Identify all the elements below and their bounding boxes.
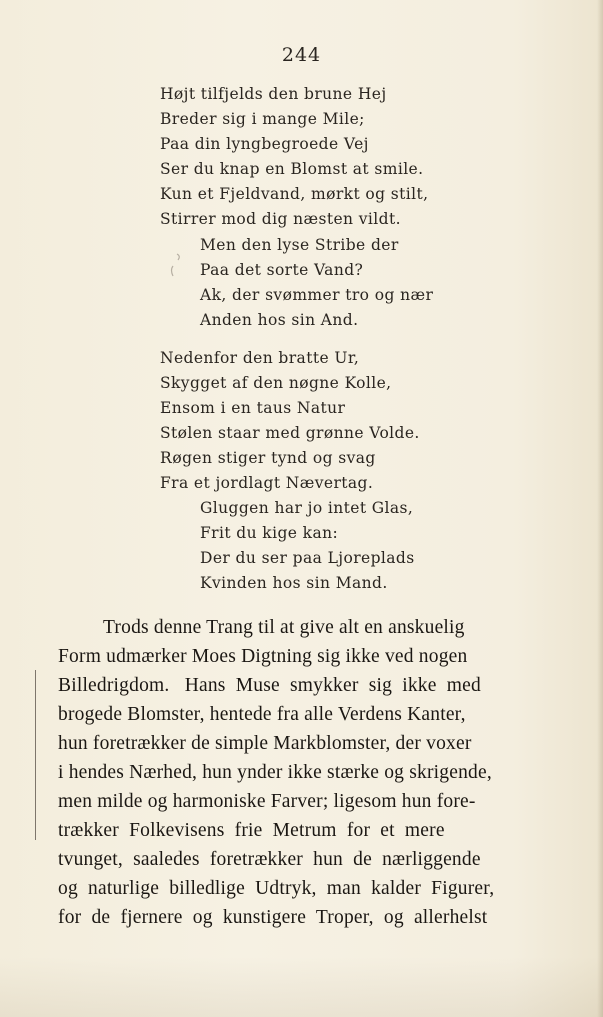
prose-line: tvunget, saaledes foretrækker hun de nærliggende bbox=[58, 849, 481, 870]
poem-line: Røgen stiger tynd og svag bbox=[160, 449, 376, 467]
page-bottom-shading bbox=[0, 957, 603, 1017]
prose-line: Trods denne Trang til at give alt en anskuelig bbox=[103, 617, 465, 638]
poem-line: Ak, der svømmer tro og nær bbox=[200, 286, 434, 304]
poem-line: Skygget af den nøgne Kolle, bbox=[160, 374, 392, 392]
poem-line: Kun et Fjeldvand, mørkt og stilt, bbox=[160, 185, 429, 203]
prose-line: trækker Folkevisens frie Metrum for et mere bbox=[58, 820, 445, 841]
poem-line: Ensom i en taus Natur bbox=[160, 399, 346, 417]
prose-line: brogede Blomster, hentede fra alle Verdens Kanter, bbox=[58, 704, 466, 725]
prose-line: Billedrigdom. Hans Muse smykker sig ikke med bbox=[58, 675, 481, 696]
poem-line: Gluggen har jo intet Glas, bbox=[200, 499, 414, 517]
poem-line: Fra et jordlagt Nævertag. bbox=[160, 474, 374, 492]
poem-line: Paa det sorte Vand? bbox=[200, 261, 364, 279]
prose-line: hun foretrækker de simple Markblomster, der voxer bbox=[58, 733, 472, 754]
poem-line: Anden hos sin And. bbox=[200, 311, 359, 329]
page-number: 244 bbox=[281, 44, 322, 66]
margin-pencil-line bbox=[35, 670, 36, 840]
poem-line: Men den lyse Stribe der bbox=[200, 236, 399, 254]
poem-line: Frit du kige kan: bbox=[200, 524, 339, 542]
poem-line: Der du ser paa Ljoreplads bbox=[200, 549, 415, 567]
poem-line: Stølen staar med grønne Volde. bbox=[160, 424, 420, 442]
poem-line: Nedenfor den bratte Ur, bbox=[160, 349, 360, 367]
prose-line: i hendes Nærhed, hun ynder ikke stærke og skrigende, bbox=[58, 762, 492, 783]
poem-line: Kvinden hos sin Mand. bbox=[200, 574, 388, 592]
page-right-edge bbox=[597, 0, 603, 1017]
poem-line: Højt tilfjelds den brune Hej bbox=[160, 85, 387, 103]
prose-line: for de fjernere og kunstigere Troper, og allerhelst bbox=[58, 907, 488, 928]
prose-line: og naturlige billedlige Udtryk, man kalder Figurer, bbox=[58, 878, 495, 899]
prose-line: Form udmærker Moes Digtning sig ikke ved nogen bbox=[58, 646, 468, 667]
poem-line: Stirrer mod dig næsten vildt. bbox=[160, 210, 401, 228]
poem-line: Ser du knap en Blomst at smile. bbox=[160, 160, 424, 178]
poem-line: Paa din lyngbegroede Vej bbox=[160, 135, 369, 153]
prose-line: men milde og harmoniske Farver; ligesom hun fore- bbox=[58, 791, 476, 812]
pencil-mark-icon bbox=[167, 252, 183, 278]
poem-line: Breder sig i mange Mile; bbox=[160, 110, 365, 128]
